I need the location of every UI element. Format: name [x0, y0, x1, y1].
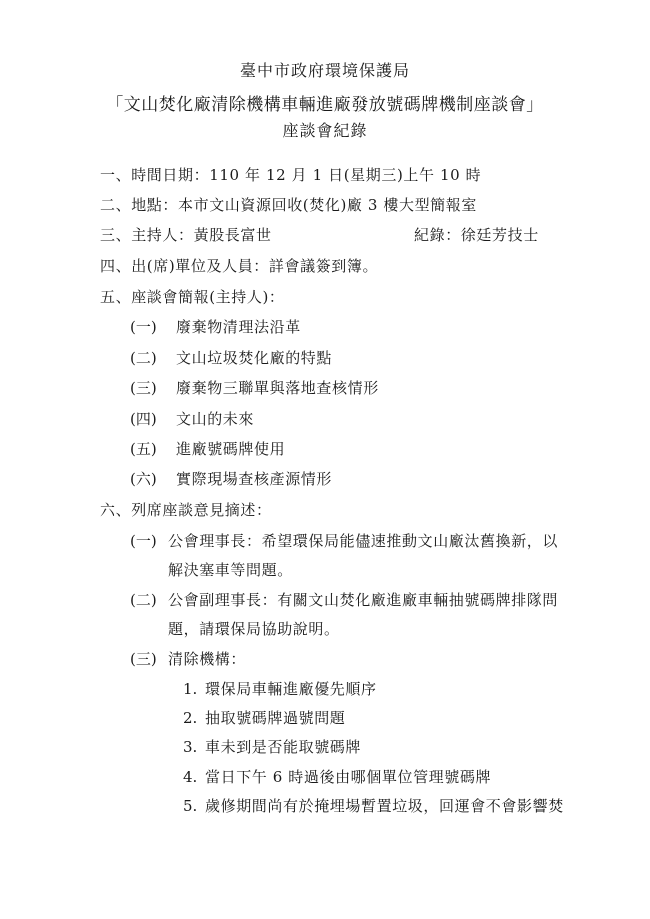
clearance-text: 車未到是否能取號碼牌: [205, 738, 362, 756]
section-opinions-heading: 六、列席座談意見摘述：: [100, 501, 272, 519]
briefing-text: 進廠號碼牌使用: [176, 440, 286, 458]
clearance-item: [183, 680, 377, 698]
briefing-item: [130, 440, 285, 458]
briefing-text: 實際現場查核產源情形: [176, 470, 333, 488]
opinion-item: [130, 532, 558, 550]
clearance-number: 2.: [183, 709, 198, 727]
briefing-marker: (三): [130, 379, 157, 397]
briefing-item: [130, 410, 254, 428]
briefing-item: [130, 470, 332, 488]
meeting-title: 「文山焚化廠清除機構車輛進廠發放號碼牌機制座談會」: [106, 95, 544, 115]
clearance-item: [183, 709, 345, 727]
clearance-number: 3.: [183, 738, 198, 756]
briefing-marker: (二): [130, 349, 157, 367]
clearance-number: 1.: [183, 680, 198, 698]
opinion-text: 清除機構：: [168, 650, 247, 668]
opinion-marker: (二): [130, 591, 157, 609]
briefing-text: 廢棄物清理法沿革: [176, 318, 301, 336]
section-briefing-heading: 五、座談會簡報(主持人)：: [100, 288, 285, 306]
opinion-marker: (三): [130, 650, 157, 668]
briefing-item: [130, 349, 332, 367]
briefing-item: [130, 379, 379, 397]
opinion-marker: (一): [130, 532, 157, 550]
section-host: 三、主持人：黃股長富世: [100, 226, 272, 244]
clearance-text: 抽取號碼牌過號問題: [205, 709, 346, 727]
clearance-text: 當日下午 6 時過後由哪個單位管理號碼牌: [205, 768, 492, 786]
clearance-item: [183, 768, 491, 786]
meeting-subtitle: 座談會紀錄: [282, 121, 368, 140]
briefing-item: [130, 318, 301, 336]
clearance-item: [183, 738, 361, 756]
organization-name: 臺中市政府環境保護局: [239, 61, 410, 80]
briefing-marker: (五): [130, 440, 157, 458]
opinion-text: 公會理事長：希望環保局能儘速推動文山廠汰舊換新，以: [168, 532, 559, 550]
section-attendees: 四、出(席)單位及人員：詳會議簽到簿。: [100, 257, 379, 275]
opinion-continuation: 解決塞車等問題。: [168, 561, 293, 579]
opinion-continuation: 題，請環保局協助說明。: [168, 620, 340, 638]
briefing-marker: (四): [130, 410, 157, 428]
briefing-marker: (一): [130, 318, 157, 336]
opinion-item: [130, 650, 246, 668]
section-recorder: 紀錄：徐廷芳技士: [414, 226, 539, 244]
briefing-text: 文山垃圾焚化廠的特點: [176, 349, 333, 367]
section-date: 一、時間日期：110 年 12 月 1 日(星期三)上午 10 時: [100, 166, 482, 184]
briefing-marker: (六): [130, 470, 157, 488]
opinion-item: [130, 591, 558, 609]
clearance-number: 5.: [183, 797, 198, 815]
clearance-number: 4.: [183, 768, 198, 786]
clearance-text: 環保局車輛進廠優先順序: [205, 680, 377, 698]
briefing-text: 廢棄物三聯單與落地查核情形: [176, 379, 379, 397]
briefing-text: 文山的未來: [176, 410, 255, 428]
clearance-text: 歲修期間尚有於掩埋場暫置垃圾，回運會不會影響焚: [205, 797, 564, 815]
section-location: 二、地點：本市文山資源回收(焚化)廠 3 樓大型簡報室: [100, 196, 477, 214]
clearance-item: [183, 797, 564, 815]
opinion-text: 公會副理事長：有關文山焚化廠進廠車輛抽號碼牌排隊問: [168, 591, 559, 609]
